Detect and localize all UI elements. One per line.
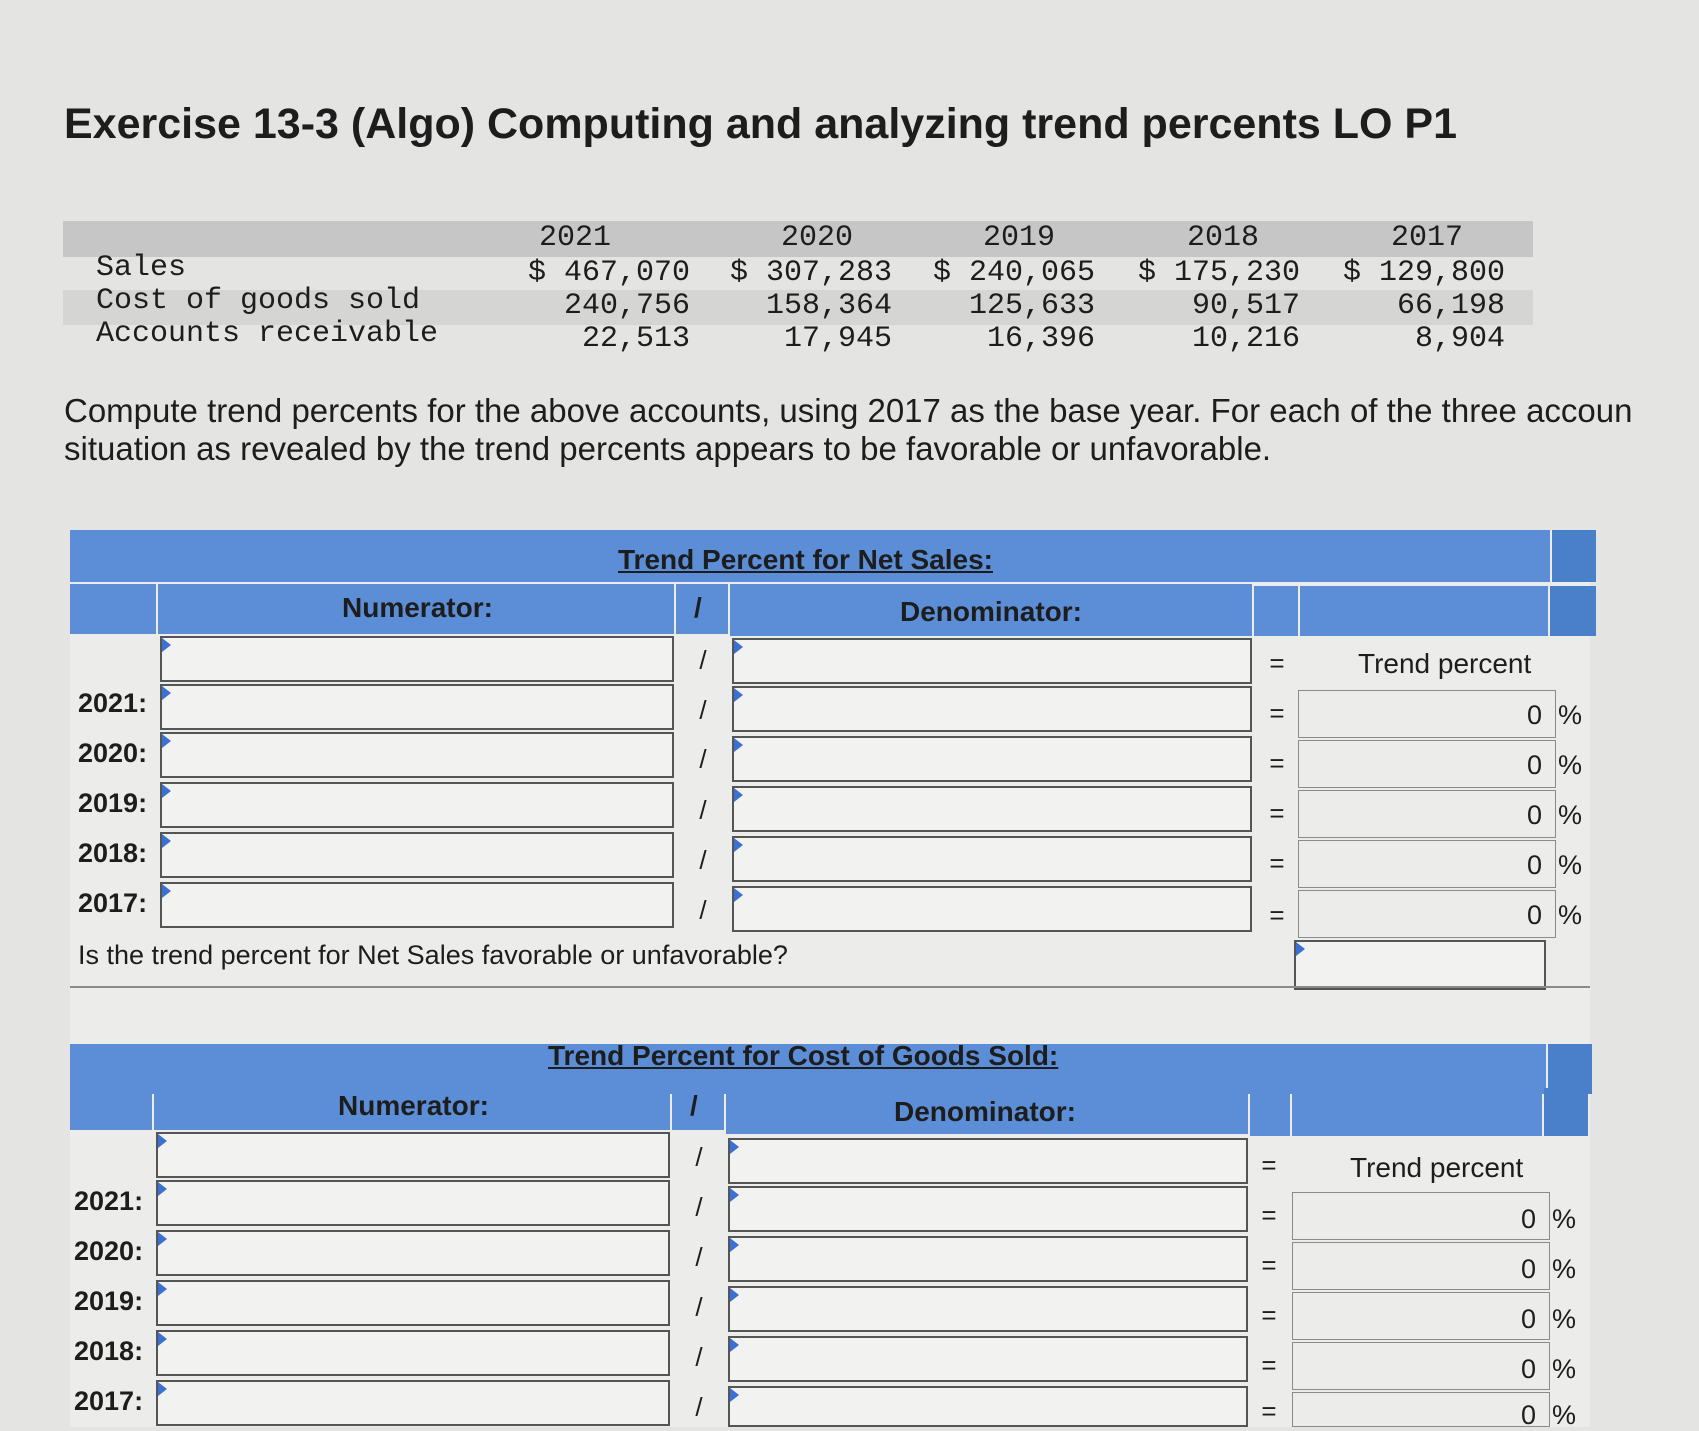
favorability-question: Is the trend percent for Net Sales favorable or unfavorable? — [78, 940, 788, 970]
table-cell: 125,633 — [968, 289, 1095, 323]
numerator-input-2018[interactable] — [160, 832, 674, 878]
year-label: 2021: — [78, 688, 148, 718]
table-cell: 17,945 — [783, 322, 892, 356]
year-header: 2018 — [1186, 221, 1259, 255]
page-title: Exercise 13-3 (Algo) Computing and analyzing trend percents LO P1 — [64, 100, 1458, 148]
section-title: Trend Percent for Cost of Goods Sold: — [548, 1040, 1059, 1071]
numerator-input-2019[interactable] — [156, 1280, 670, 1326]
equals-symbol: = — [1261, 1250, 1277, 1280]
percent-sign: % — [1552, 1204, 1577, 1234]
numerator-input[interactable] — [156, 1132, 670, 1178]
numerator-input-2020[interactable] — [156, 1230, 670, 1276]
result-header-band — [1300, 586, 1548, 636]
row-label-sales: Sales — [96, 251, 187, 285]
denominator-input-2021[interactable] — [732, 686, 1252, 732]
denominator-label: Denominator: — [894, 1096, 1076, 1127]
trend-percent-value: 0 — [1526, 700, 1542, 730]
result-header-band — [1292, 1088, 1542, 1136]
denominator-input-2018[interactable] — [732, 836, 1252, 882]
result-header-band-end — [1550, 586, 1596, 636]
percent-sign: % — [1558, 700, 1583, 730]
denominator-input-2019[interactable] — [732, 786, 1252, 832]
slash-header-band — [676, 584, 728, 634]
table-cell: 90,517 — [1191, 289, 1300, 323]
trend-percent-value: 0 — [1526, 900, 1542, 930]
percent-sign: % — [1552, 1304, 1577, 1334]
equals-symbol: = — [1261, 1300, 1277, 1330]
equals-symbol: = — [1261, 1150, 1277, 1180]
trend-percent-label: Trend percent — [1350, 1152, 1524, 1183]
table-cell: 66,198 — [1396, 289, 1505, 323]
header-band — [70, 584, 156, 634]
trend-percent-value: 0 — [1520, 1304, 1536, 1334]
slash-symbol: / — [699, 695, 707, 725]
denominator-input-2017[interactable] — [732, 886, 1252, 932]
slash-header: / — [694, 592, 702, 623]
denominator-input-2018[interactable] — [728, 1336, 1248, 1382]
trend-percent-label: Trend percent — [1358, 648, 1532, 679]
divider — [70, 986, 1590, 988]
table-cell: 10,216 — [1191, 322, 1300, 356]
year-header: 2017 — [1390, 221, 1463, 255]
percent-sign: % — [1558, 850, 1583, 880]
table-cell: 16,396 — [986, 322, 1095, 356]
trend-percent-value: 0 — [1520, 1354, 1536, 1384]
section-title: Trend Percent for Net Sales: — [618, 544, 994, 575]
year-label: 2018: — [78, 838, 148, 868]
year-label: 2017: — [78, 888, 148, 918]
year-label: 2020: — [74, 1236, 144, 1266]
percent-sign: % — [1558, 800, 1583, 830]
year-label: 2019: — [78, 788, 148, 818]
row-label-cogs: Cost of goods sold — [96, 284, 421, 318]
year-label: 2018: — [74, 1336, 144, 1366]
numerator-input-2019[interactable] — [160, 782, 674, 828]
header-band — [70, 1080, 152, 1130]
denominator-input-2021[interactable] — [728, 1186, 1248, 1232]
numerator-input-2018[interactable] — [156, 1330, 670, 1376]
slash-symbol: / — [699, 845, 707, 875]
denominator-input[interactable] — [728, 1138, 1248, 1184]
table-cell: $ 307,283 — [729, 256, 892, 290]
equals-symbol: = — [1269, 698, 1285, 728]
equals-symbol: = — [1269, 748, 1285, 778]
numerator-label: Numerator: — [338, 1090, 489, 1121]
denominator-input[interactable] — [732, 638, 1252, 684]
denominator-label: Denominator: — [900, 596, 1082, 627]
table-cell: 240,756 — [563, 289, 690, 323]
table-cell: 8,904 — [1414, 322, 1505, 356]
slash-symbol: / — [695, 1192, 703, 1222]
section-title-band-end — [1552, 530, 1596, 582]
percent-sign: % — [1552, 1400, 1577, 1430]
trend-percent-value: 0 — [1520, 1400, 1536, 1430]
percent-sign: % — [1558, 750, 1583, 780]
instructions-line2: situation as revealed by the trend percents appears to be favorable or unfavorable. — [64, 430, 1272, 467]
year-label: 2017: — [74, 1386, 144, 1416]
year-label: 2020: — [78, 738, 148, 768]
trend-percent-value: 0 — [1526, 850, 1542, 880]
equals-symbol: = — [1269, 900, 1285, 930]
percent-sign: % — [1552, 1254, 1577, 1284]
equals-symbol: = — [1269, 798, 1285, 828]
slash-header: / — [690, 1090, 698, 1121]
instructions-line1: Compute trend percents for the above accounts, using 2017 as the base year. For each of the three accoun — [64, 392, 1633, 429]
year-header: 2019 — [982, 221, 1055, 255]
denominator-input-2020[interactable] — [728, 1236, 1248, 1282]
slash-symbol: / — [695, 1142, 703, 1172]
numerator-input-2017[interactable] — [160, 882, 674, 928]
trend-percent-value: 0 — [1520, 1204, 1536, 1234]
year-header: 2020 — [780, 221, 853, 255]
slash-symbol: / — [699, 795, 707, 825]
table-cell: $ 129,800 — [1342, 256, 1505, 290]
trend-percent-value: 0 — [1526, 800, 1542, 830]
favorability-select[interactable] — [1294, 940, 1546, 990]
trend-percent-value: 0 — [1526, 750, 1542, 780]
denominator-input-2017[interactable] — [728, 1386, 1248, 1427]
slash-symbol: / — [695, 1392, 703, 1422]
slash-symbol: / — [695, 1292, 703, 1322]
equals-header-band — [1250, 1088, 1290, 1136]
table-cell: 158,364 — [765, 289, 892, 323]
year-header: 2021 — [538, 221, 611, 255]
equals-header-band — [1254, 586, 1298, 636]
table-cell: $ 175,230 — [1137, 256, 1300, 290]
numerator-input-2017[interactable] — [156, 1380, 670, 1426]
percent-sign: % — [1558, 900, 1583, 930]
section-title-band-end — [1548, 1044, 1592, 1094]
equals-symbol: = — [1269, 848, 1285, 878]
table-cell: $ 240,065 — [932, 256, 1095, 290]
numerator-input-2020[interactable] — [160, 732, 674, 778]
denominator-input-2020[interactable] — [732, 736, 1252, 782]
numerator-input-2021[interactable] — [160, 684, 674, 730]
slash-symbol: / — [699, 645, 707, 675]
equals-symbol: = — [1261, 1350, 1277, 1380]
percent-sign: % — [1552, 1354, 1577, 1384]
denominator-input-2019[interactable] — [728, 1286, 1248, 1332]
table-cell: $ 467,070 — [527, 256, 690, 290]
table-cell: 22,513 — [581, 322, 690, 356]
year-label: 2021: — [74, 1186, 144, 1216]
instructions — [64, 392, 1699, 468]
equals-symbol: = — [1261, 1396, 1277, 1426]
slash-header-band — [672, 1080, 724, 1130]
equals-symbol: = — [1269, 648, 1285, 678]
slash-symbol: / — [699, 895, 707, 925]
slash-symbol: / — [695, 1242, 703, 1272]
equals-symbol: = — [1261, 1200, 1277, 1230]
numerator-input[interactable] — [160, 636, 674, 682]
year-label: 2019: — [74, 1286, 144, 1316]
slash-symbol: / — [695, 1342, 703, 1372]
numerator-input-2021[interactable] — [156, 1180, 670, 1226]
trend-percent-value: 0 — [1520, 1254, 1536, 1284]
numerator-label: Numerator: — [342, 592, 493, 623]
row-label-ar: Accounts receivable — [96, 317, 439, 351]
result-header-band-end — [1544, 1088, 1588, 1136]
slash-symbol: / — [699, 744, 707, 774]
